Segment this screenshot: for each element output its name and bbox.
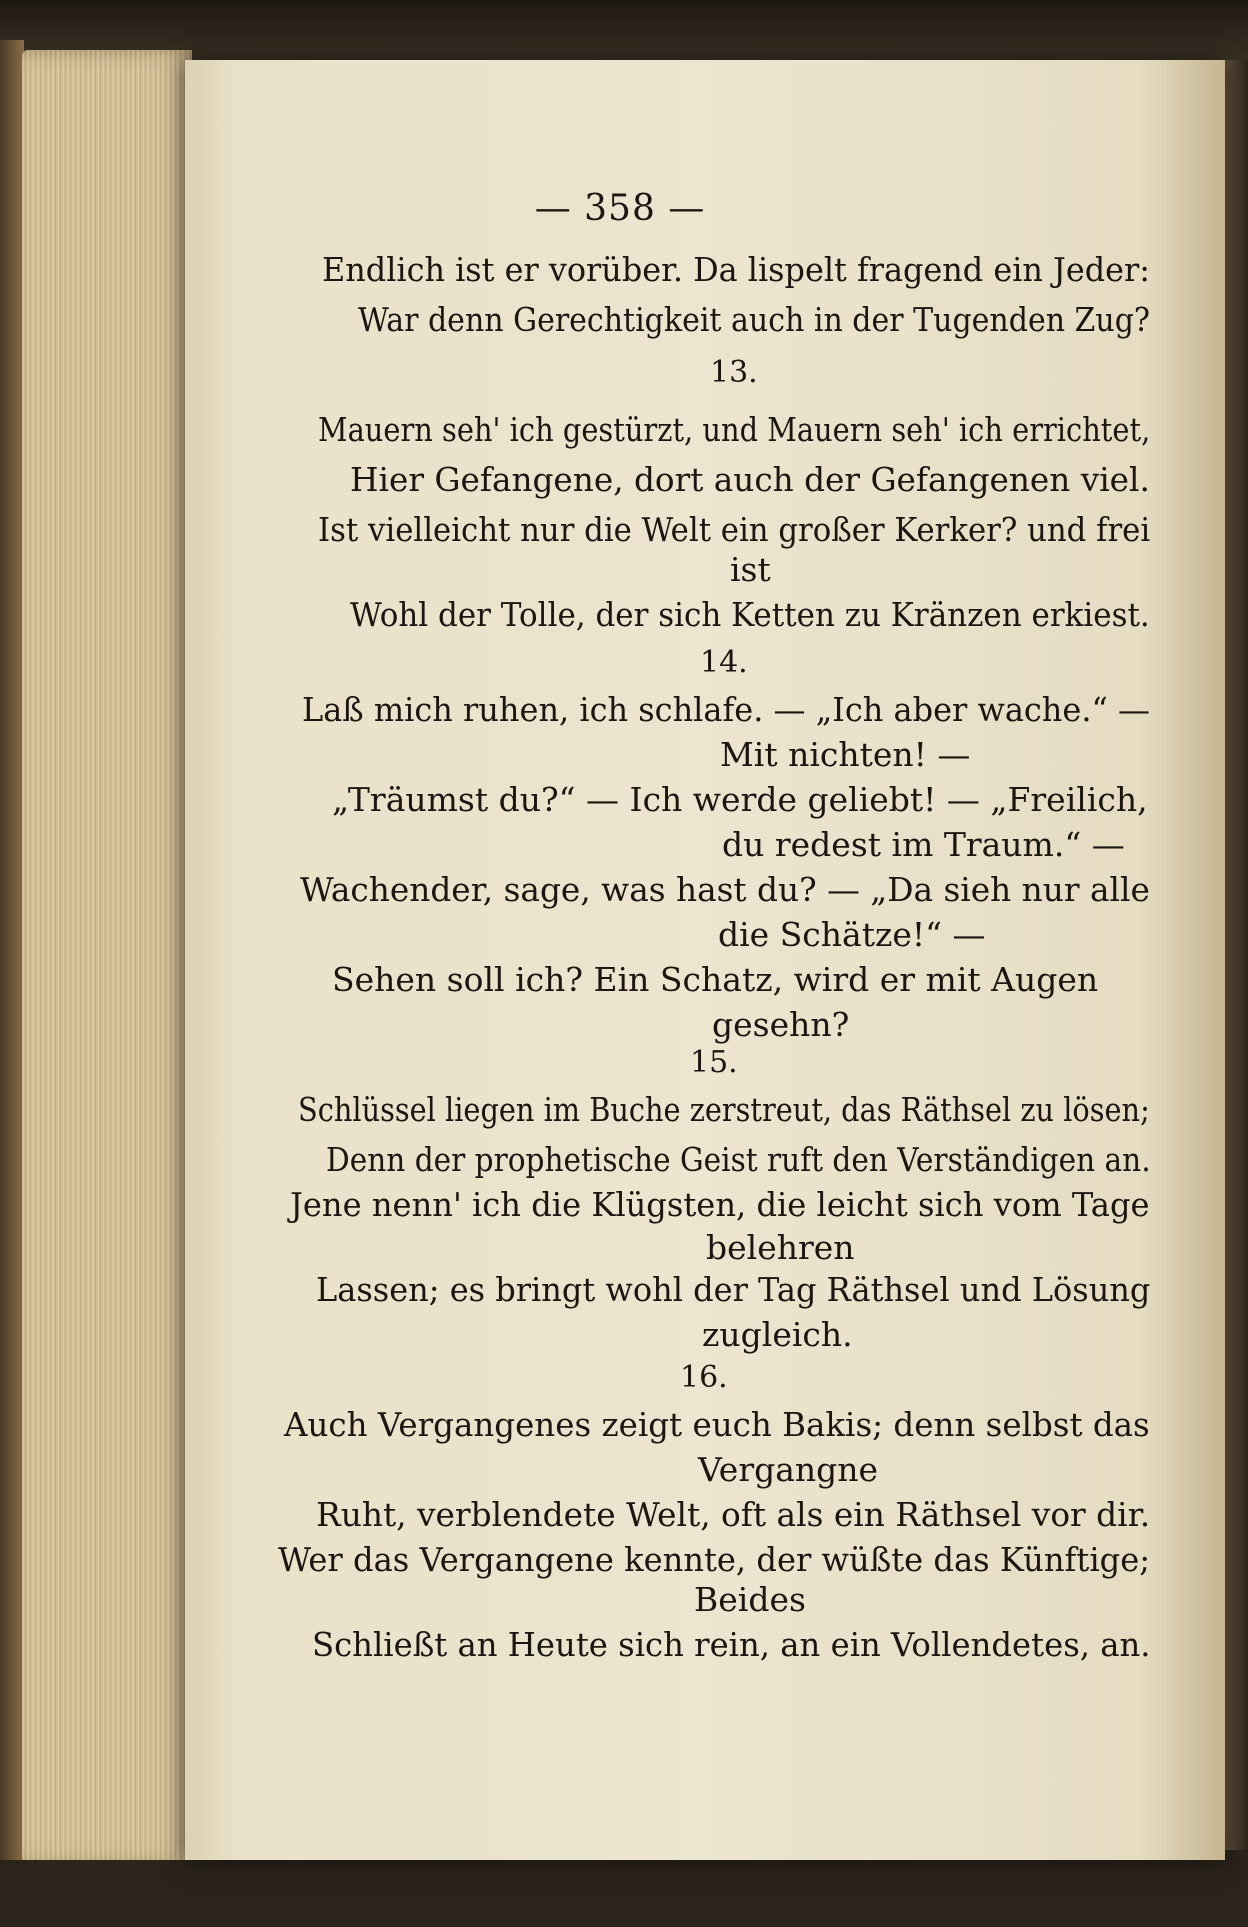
text-line: „Träumst du?“ — Ich werde geliebt! — „Freilich, — [332, 780, 1148, 819]
text-line: zugleich. — [702, 1315, 853, 1354]
text-line: Wohl der Tolle, der sich Ketten zu Kränzen erkiest. — [350, 595, 1150, 634]
text-line: Auch Vergangenes zeigt euch Bakis; denn selbst das — [284, 1405, 1150, 1444]
text-line: Mauern seh' ich gestürzt, und Mauern seh' ich errichtet, — [318, 410, 1151, 449]
text-line: Endlich ist er vorüber. Da lispelt fragend ein Jeder: — [322, 250, 1150, 289]
text-line: Wer das Vergangene kennte, der wüßte das Künftige; — [278, 1540, 1151, 1579]
text-line: Ruht, verblendete Welt, oft als ein Räthsel vor dir. — [316, 1495, 1151, 1534]
section-number: 14. — [700, 645, 748, 680]
text-line: du redest im Traum.“ — — [722, 825, 1125, 864]
text-line: Beides — [694, 1580, 806, 1619]
text-line: Schließt an Heute sich rein, an ein Vollendetes, an. — [312, 1625, 1151, 1664]
text-line: Jene nenn' ich die Klügsten, die leicht sich vom Tage — [290, 1185, 1150, 1224]
page-stack-edge — [22, 50, 192, 1865]
text-line: die Schätze!“ — — [718, 915, 986, 954]
text-line: Vergangne — [698, 1450, 879, 1489]
text-line: gesehn? — [712, 1005, 850, 1044]
background-bottom — [0, 1860, 1248, 1927]
text-line: Wachender, sage, was hast du? — „Da sieh nur alle — [300, 870, 1150, 909]
text-line: Ist vielleicht nur die Welt ein großer Kerker? und frei — [318, 510, 1151, 549]
page-number: — 358 — — [534, 188, 706, 229]
section-number: 13. — [710, 355, 758, 390]
section-number: 16. — [680, 1360, 728, 1395]
text-line: Sehen soll ich? Ein Schatz, wird er mit Augen — [332, 960, 1099, 999]
text-line: Laß mich ruhen, ich schlafe. — „Ich aber wache.“ — — [302, 690, 1150, 729]
text-line: Mit nichten! — — [720, 735, 971, 774]
text-line: Hier Gefangene, dort auch der Gefangenen viel. — [350, 460, 1150, 499]
text-line: belehren — [706, 1228, 855, 1267]
text-line: Schlüssel liegen im Buche zerstreut, das Räthsel zu lösen; — [298, 1090, 1150, 1129]
section-number: 15. — [690, 1045, 738, 1080]
book-gutter-right — [1222, 60, 1248, 1850]
book-cover-edge — [0, 40, 24, 1927]
text-line: ist — [730, 550, 771, 589]
text-line: Lassen; es bringt wohl der Tag Räthsel und Lösung — [316, 1270, 1151, 1309]
text-line: War denn Gerechtigkeit auch in der Tugenden Zug? — [358, 300, 1150, 339]
text-line: Denn der prophetische Geist ruft den Verständigen an. — [326, 1140, 1151, 1179]
